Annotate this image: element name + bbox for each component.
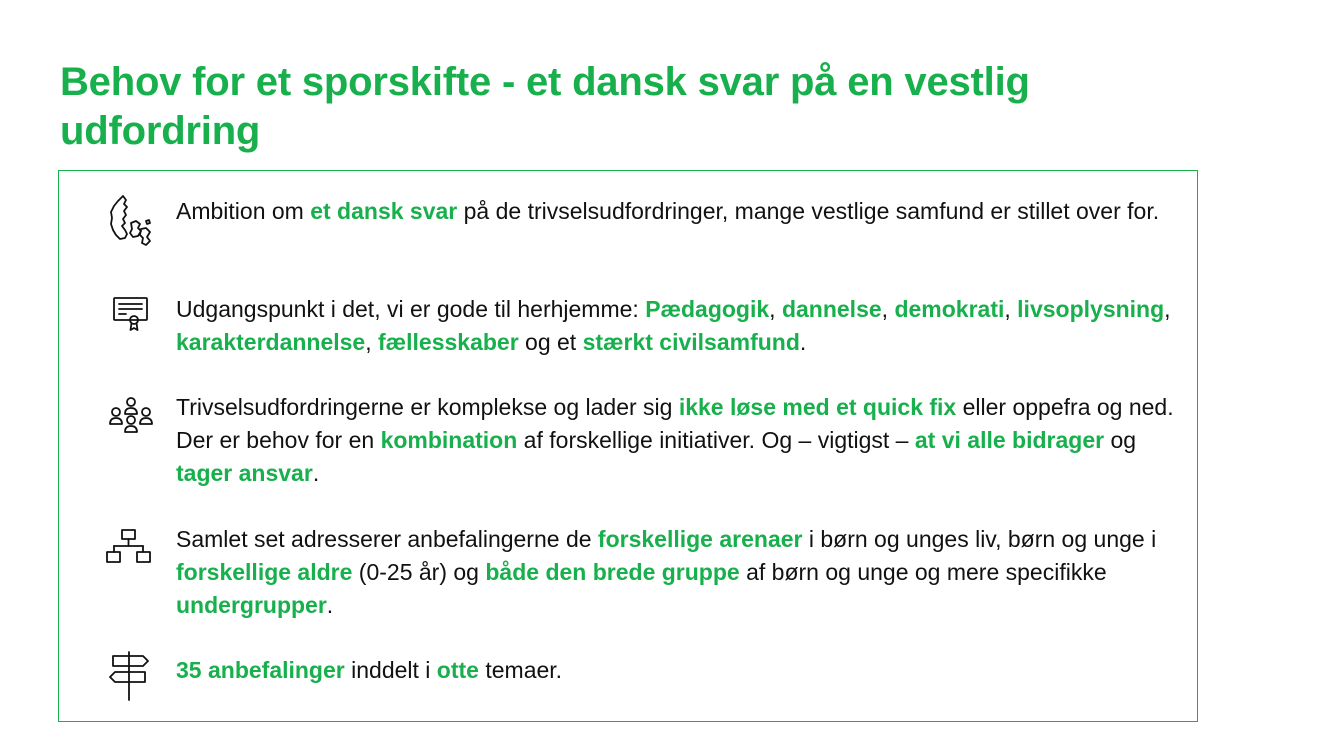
highlighted-text: fællesskaber bbox=[378, 329, 519, 355]
text-segment: og et bbox=[518, 329, 583, 355]
content-box bbox=[58, 170, 1198, 722]
item-text bbox=[176, 391, 1176, 490]
highlighted-text: at vi alle bidrager bbox=[914, 427, 1105, 453]
item-text bbox=[176, 195, 1176, 228]
highlighted-text: kombination bbox=[380, 427, 518, 453]
text-segment: (0-25 år) og bbox=[352, 559, 486, 585]
text-segment: , bbox=[365, 329, 379, 355]
highlighted-text: undergrupper bbox=[176, 592, 327, 618]
text-segment: af børn og unge og mere specifikke bbox=[739, 559, 1107, 585]
text-segment: . bbox=[326, 592, 334, 618]
text-segment: og bbox=[1104, 427, 1137, 453]
item-text bbox=[176, 523, 1176, 622]
highlighted-text: forskellige aldre bbox=[176, 559, 353, 585]
highlighted-text: dannelse bbox=[781, 296, 882, 322]
item-text bbox=[176, 654, 1176, 687]
text-segment: , bbox=[1164, 296, 1171, 322]
people-group-icon bbox=[103, 392, 155, 444]
highlighted-text: både den brede gruppe bbox=[485, 559, 740, 585]
text-segment: . bbox=[312, 460, 320, 486]
text-segment: på de trivselsudfordringer, mange vestlige samfund er stillet over for. bbox=[457, 198, 1160, 224]
denmark-map-icon bbox=[103, 193, 155, 245]
certificate-icon bbox=[103, 293, 155, 345]
text-segment: Ambition om bbox=[176, 198, 311, 224]
text-segment: Udgangspunkt i det, vi er gode til herhjemme: bbox=[176, 296, 646, 322]
text-segment: , bbox=[881, 296, 895, 322]
text-segment: Trivselsudfordringerne er komplekse og lader sig bbox=[176, 394, 679, 420]
highlighted-text: et dansk svar bbox=[310, 198, 458, 224]
text-segment: inddelt i bbox=[344, 657, 437, 683]
highlighted-text: 35 anbefalinger bbox=[176, 657, 345, 683]
highlighted-text: karakterdannelse bbox=[176, 329, 366, 355]
highlighted-text: forskellige arenaer bbox=[597, 526, 803, 552]
highlighted-text: tager ansvar bbox=[176, 460, 313, 486]
signpost-icon bbox=[103, 648, 155, 700]
highlighted-text: ikke løse med et quick fix bbox=[678, 394, 957, 420]
text-segment: af forskellige initiativer. Og – vigtigst – bbox=[517, 427, 915, 453]
highlighted-text: stærkt civilsamfund bbox=[582, 329, 800, 355]
highlighted-text: demokrati bbox=[894, 296, 1005, 322]
slide-title: Behov for et sporskifte - et dansk svar på en vestlig udfordring bbox=[60, 60, 1030, 153]
highlighted-text: otte bbox=[436, 657, 479, 683]
text-segment: . bbox=[799, 329, 807, 355]
highlighted-text: Pædagogik bbox=[645, 296, 770, 322]
text-segment: i børn og unges liv, børn og unge i bbox=[802, 526, 1157, 552]
text-segment: , bbox=[769, 296, 782, 322]
item-text bbox=[176, 293, 1176, 359]
text-segment: , bbox=[1004, 296, 1018, 322]
text-segment: temaer. bbox=[478, 657, 563, 683]
highlighted-text: livsoplysning bbox=[1017, 296, 1165, 322]
text-segment: Samlet set adresserer anbefalingerne de bbox=[176, 526, 598, 552]
hierarchy-icon bbox=[103, 525, 155, 577]
text-segment: eller oppefra og ned. Der er behov for en bbox=[176, 394, 1174, 453]
